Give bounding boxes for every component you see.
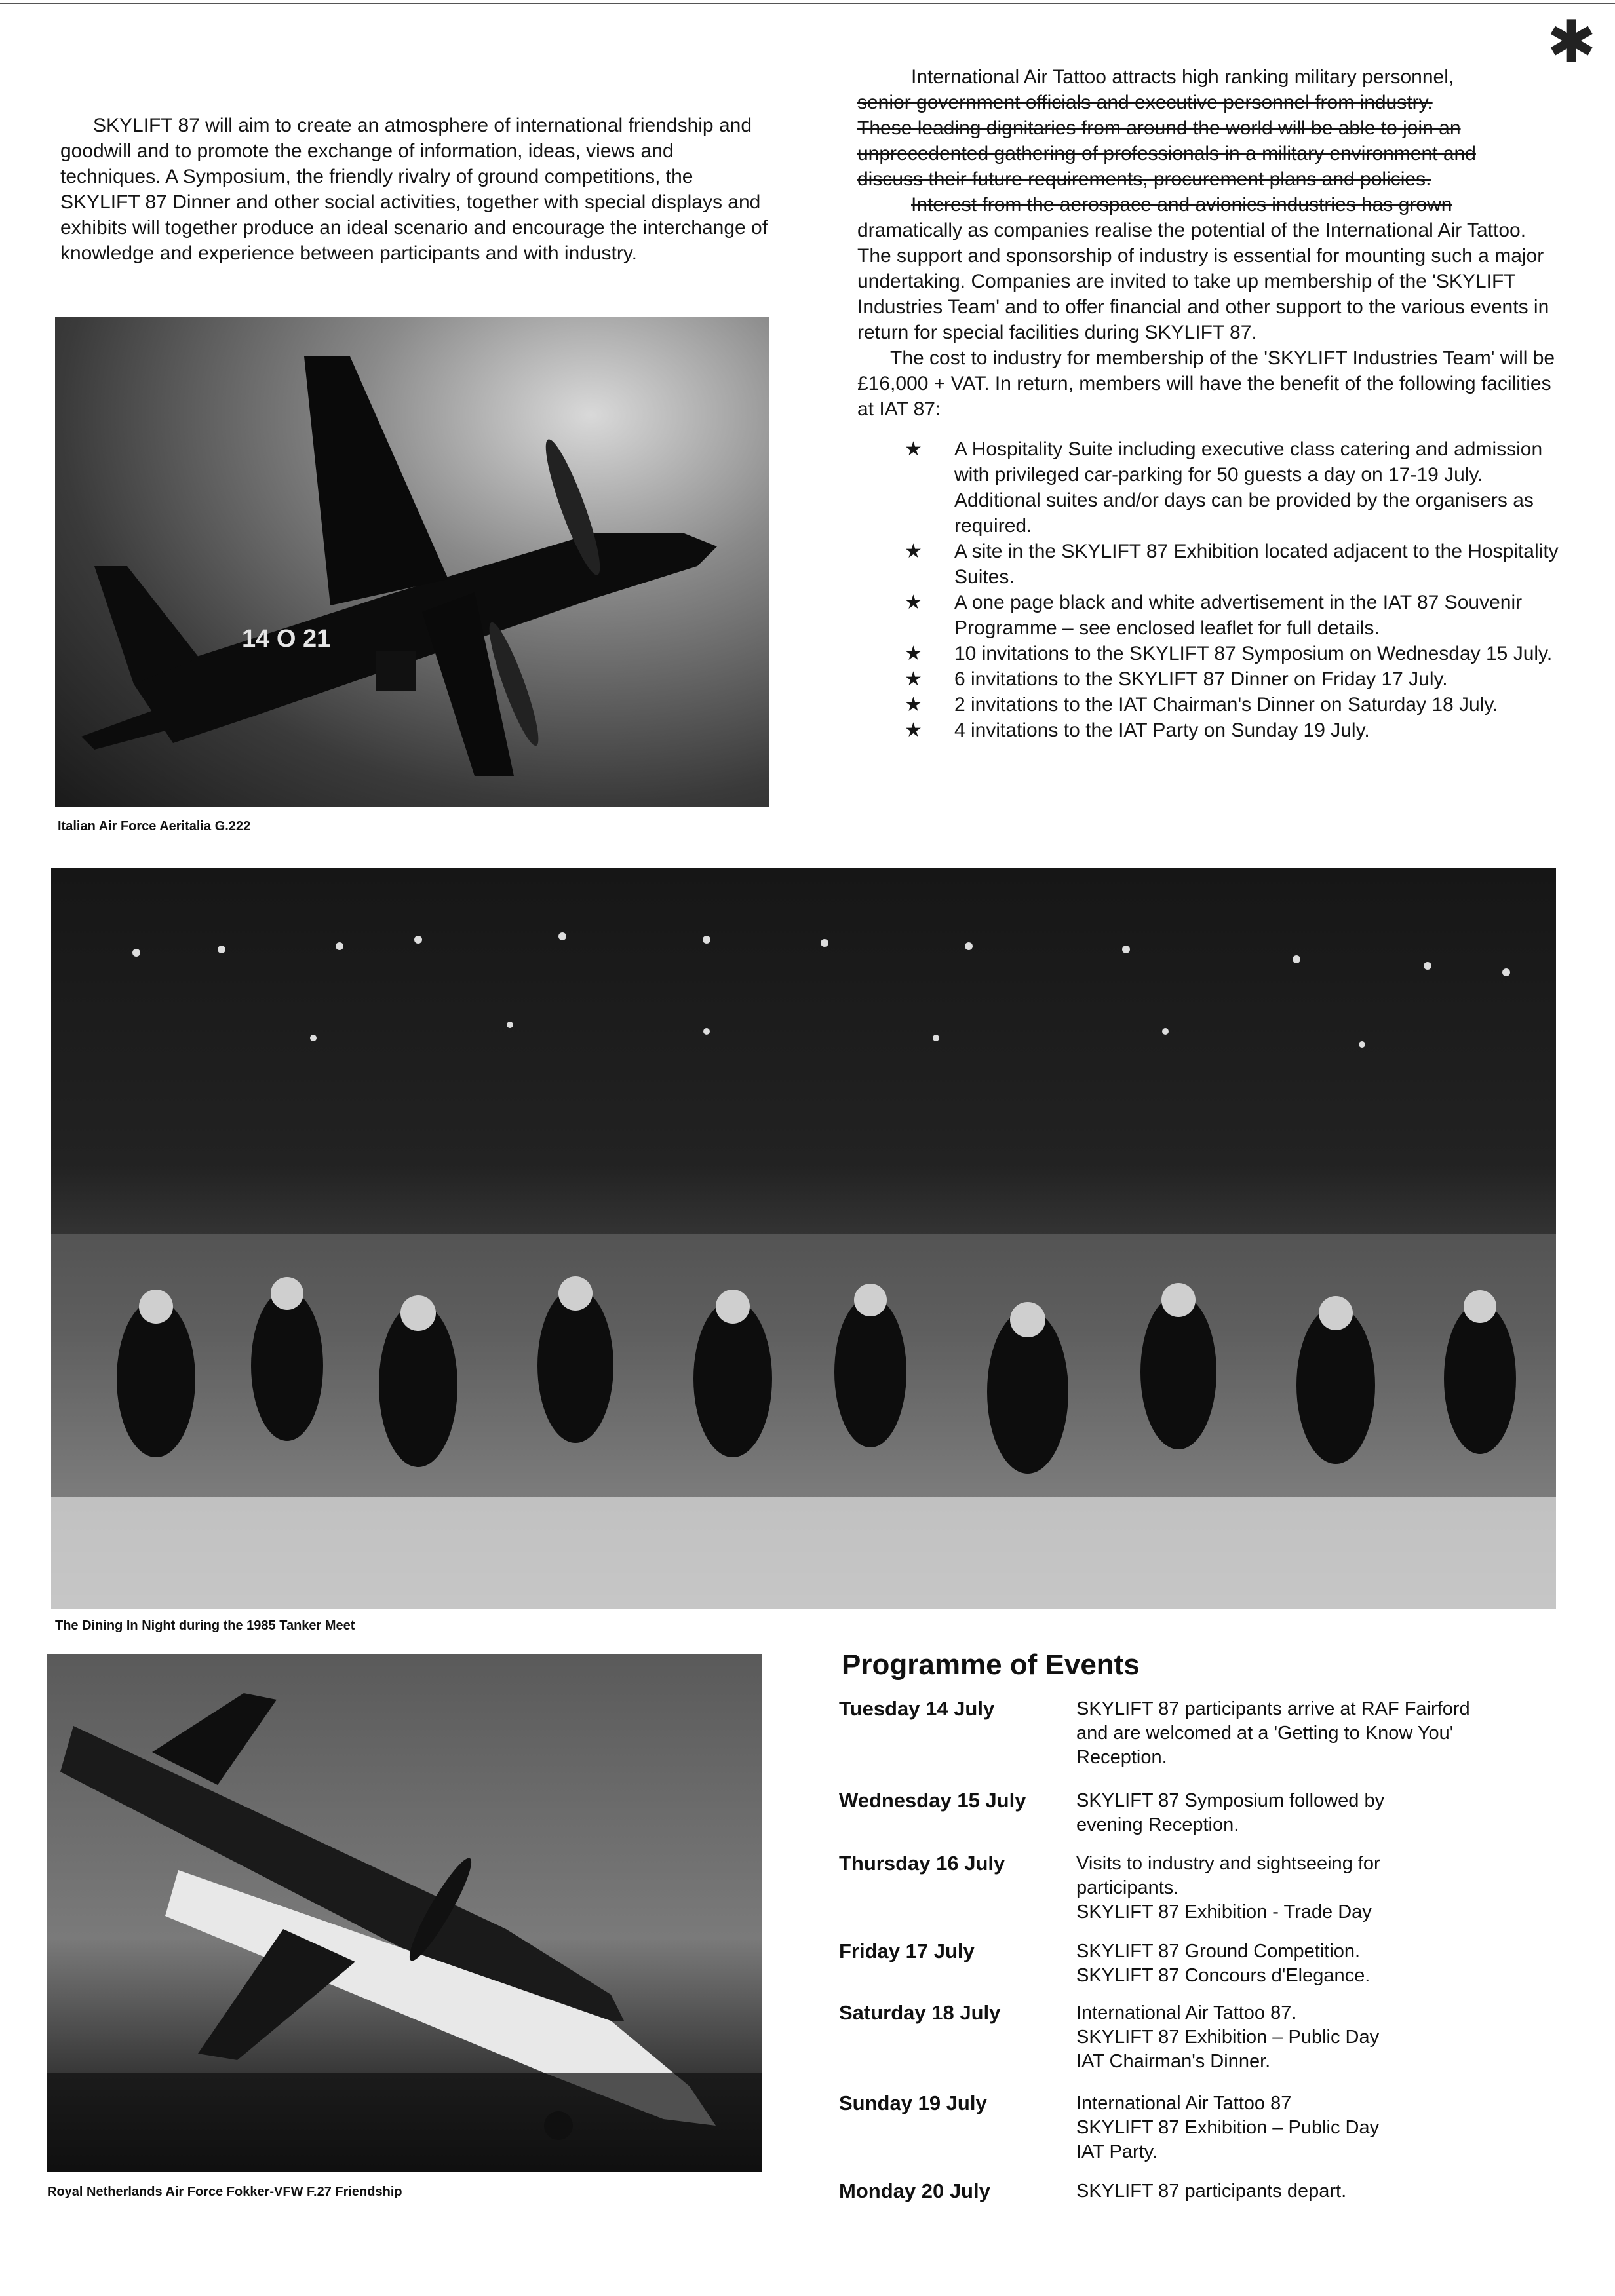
event-day: Saturday 18 July	[839, 2001, 1001, 2024]
star-icon: ★	[905, 643, 922, 664]
star-icon: ★	[905, 541, 922, 562]
dining-photo	[51, 868, 1556, 1609]
list-item: ★ A site in the SKYLIFT 87 Exhibition located adjacent to the Hospitality Suites.	[905, 539, 1559, 590]
event-day: Monday 20 July	[839, 2179, 990, 2202]
intro-paragraph: SKYLIFT 87 will aim to create an atmosphere of international friendship and goodwill and to promote the exchange of information, ideas, views and techniques. A Symposium, the friendly rivalry of ground competitions, the SKYLIFT 87 Dinner and other social activities, together with special displays and exhibits will together produce an ideal scenario and encourage the interchange of knowledge and experience between participants and with industry.	[60, 115, 768, 264]
dining-caption: The Dining In Night during the 1985 Tanker Meet	[55, 1618, 355, 1633]
list-item: ★ 6 invitations to the SKYLIFT 87 Dinner on Friday 17 July.	[905, 666, 1559, 692]
star-icon: ★	[905, 668, 922, 690]
event-day: Sunday 19 July	[839, 2092, 987, 2114]
asterisk-margin-mark: ✱	[1547, 10, 1597, 75]
cost-paragraph: The cost to industry for membership of the 'SKYLIFT Industries Team' will be £16,000 + VAT. In return, members will have the benefit of the following facilities at IAT 87:	[857, 347, 1555, 420]
star-icon: ★	[905, 592, 922, 613]
aircraft-serial: 14 O 21	[242, 625, 331, 653]
list-item: ★ 4 invitations to the IAT Party on Sunday 19 July.	[905, 718, 1559, 743]
list-item: ★ 2 invitations to the IAT Chairman's Dinner on Saturday 18 July.	[905, 692, 1559, 718]
right-first-line: International Air Tattoo attracts high ranking military personnel,	[911, 66, 1454, 88]
struck-line: senior government officials and executive personnel from industry.	[857, 92, 1433, 113]
programme-table	[839, 1697, 1560, 2234]
event-description: Visits to industry and sightseeing for participants. SKYLIFT 87 Exhibition - Trade Day	[1076, 1853, 1380, 1923]
event-description: SKYLIFT 87 participants arrive at RAF Fairford and are welcomed at a 'Getting to Know You' Reception.	[1076, 1698, 1470, 1768]
event-day: Tuesday 14 July	[839, 1697, 995, 1720]
top-rule	[0, 3, 1615, 4]
event-day: Friday 17 July	[839, 1940, 975, 1962]
struck-line: These leading dignitaries from around the world will be able to join an	[857, 117, 1461, 139]
list-item: ★ 10 invitations to the SKYLIFT 87 Symposium on Wednesday 15 July.	[905, 641, 1559, 666]
g222-aircraft-silhouette	[55, 317, 769, 807]
event-description: International Air Tattoo 87. SKYLIFT 87 Exhibition – Public Day IAT Chairman's Dinner.	[1076, 2002, 1380, 2072]
event-description: SKYLIFT 87 Ground Competition. SKYLIFT 87 Concours d'Elegance.	[1076, 1941, 1371, 1986]
event-description: SKYLIFT 87 participants depart.	[1076, 2181, 1347, 2202]
programme-title: Programme of Events	[842, 1649, 1140, 1681]
event-day: Wednesday 15 July	[839, 1789, 1026, 1812]
struck-lines	[857, 90, 1559, 218]
list-item: ★ A one page black and white advertisement in the IAT 87 Souvenir Programme – see enclosed leaflet for full details.	[905, 590, 1559, 641]
benefits-list	[905, 436, 1559, 743]
event-day: Thursday 16 July	[839, 1852, 1005, 1875]
struck-line: Interest from the aerospace and avionics industries has grown	[911, 194, 1452, 216]
sponsorship-paragraph: dramatically as companies realise the potential of the International Air Tattoo. The support and sponsorship of industry is essential for mounting such a major undertaking. Companies are invited to take up membership of the 'SKYLIFT Industries Team' and to offer financial and other support to the various events in return for special facilities during SKYLIFT 87.	[857, 220, 1549, 343]
g222-caption: Italian Air Force Aeritalia G.222	[58, 819, 251, 833]
dining-hall-scene	[51, 868, 1556, 1609]
g222-photo	[55, 317, 769, 807]
event-description: International Air Tattoo 87 SKYLIFT 87 Exhibition – Public Day IAT Party.	[1076, 2093, 1380, 2162]
right-column	[857, 64, 1559, 743]
list-item: ★ A Hospitality Suite including executive class catering and admission with privileged car-parking for 50 guests a day on 17-19 July. Additional suites and/or days can be provided by the organisers as required.	[905, 436, 1559, 539]
f27-aircraft-silhouette	[47, 1654, 762, 2172]
struck-line: discuss their future requirements, procurement plans and policies.	[857, 168, 1431, 190]
f27-photo	[47, 1654, 762, 2172]
star-icon: ★	[905, 719, 922, 741]
star-icon: ★	[905, 438, 922, 460]
event-description: SKYLIFT 87 Symposium followed by evening Reception.	[1076, 1790, 1385, 1835]
star-icon: ★	[905, 694, 922, 716]
struck-line: unprecedented gathering of professionals in a military environment and	[857, 143, 1476, 164]
f27-caption: Royal Netherlands Air Force Fokker-VFW F.27 Friendship	[47, 2185, 402, 2199]
